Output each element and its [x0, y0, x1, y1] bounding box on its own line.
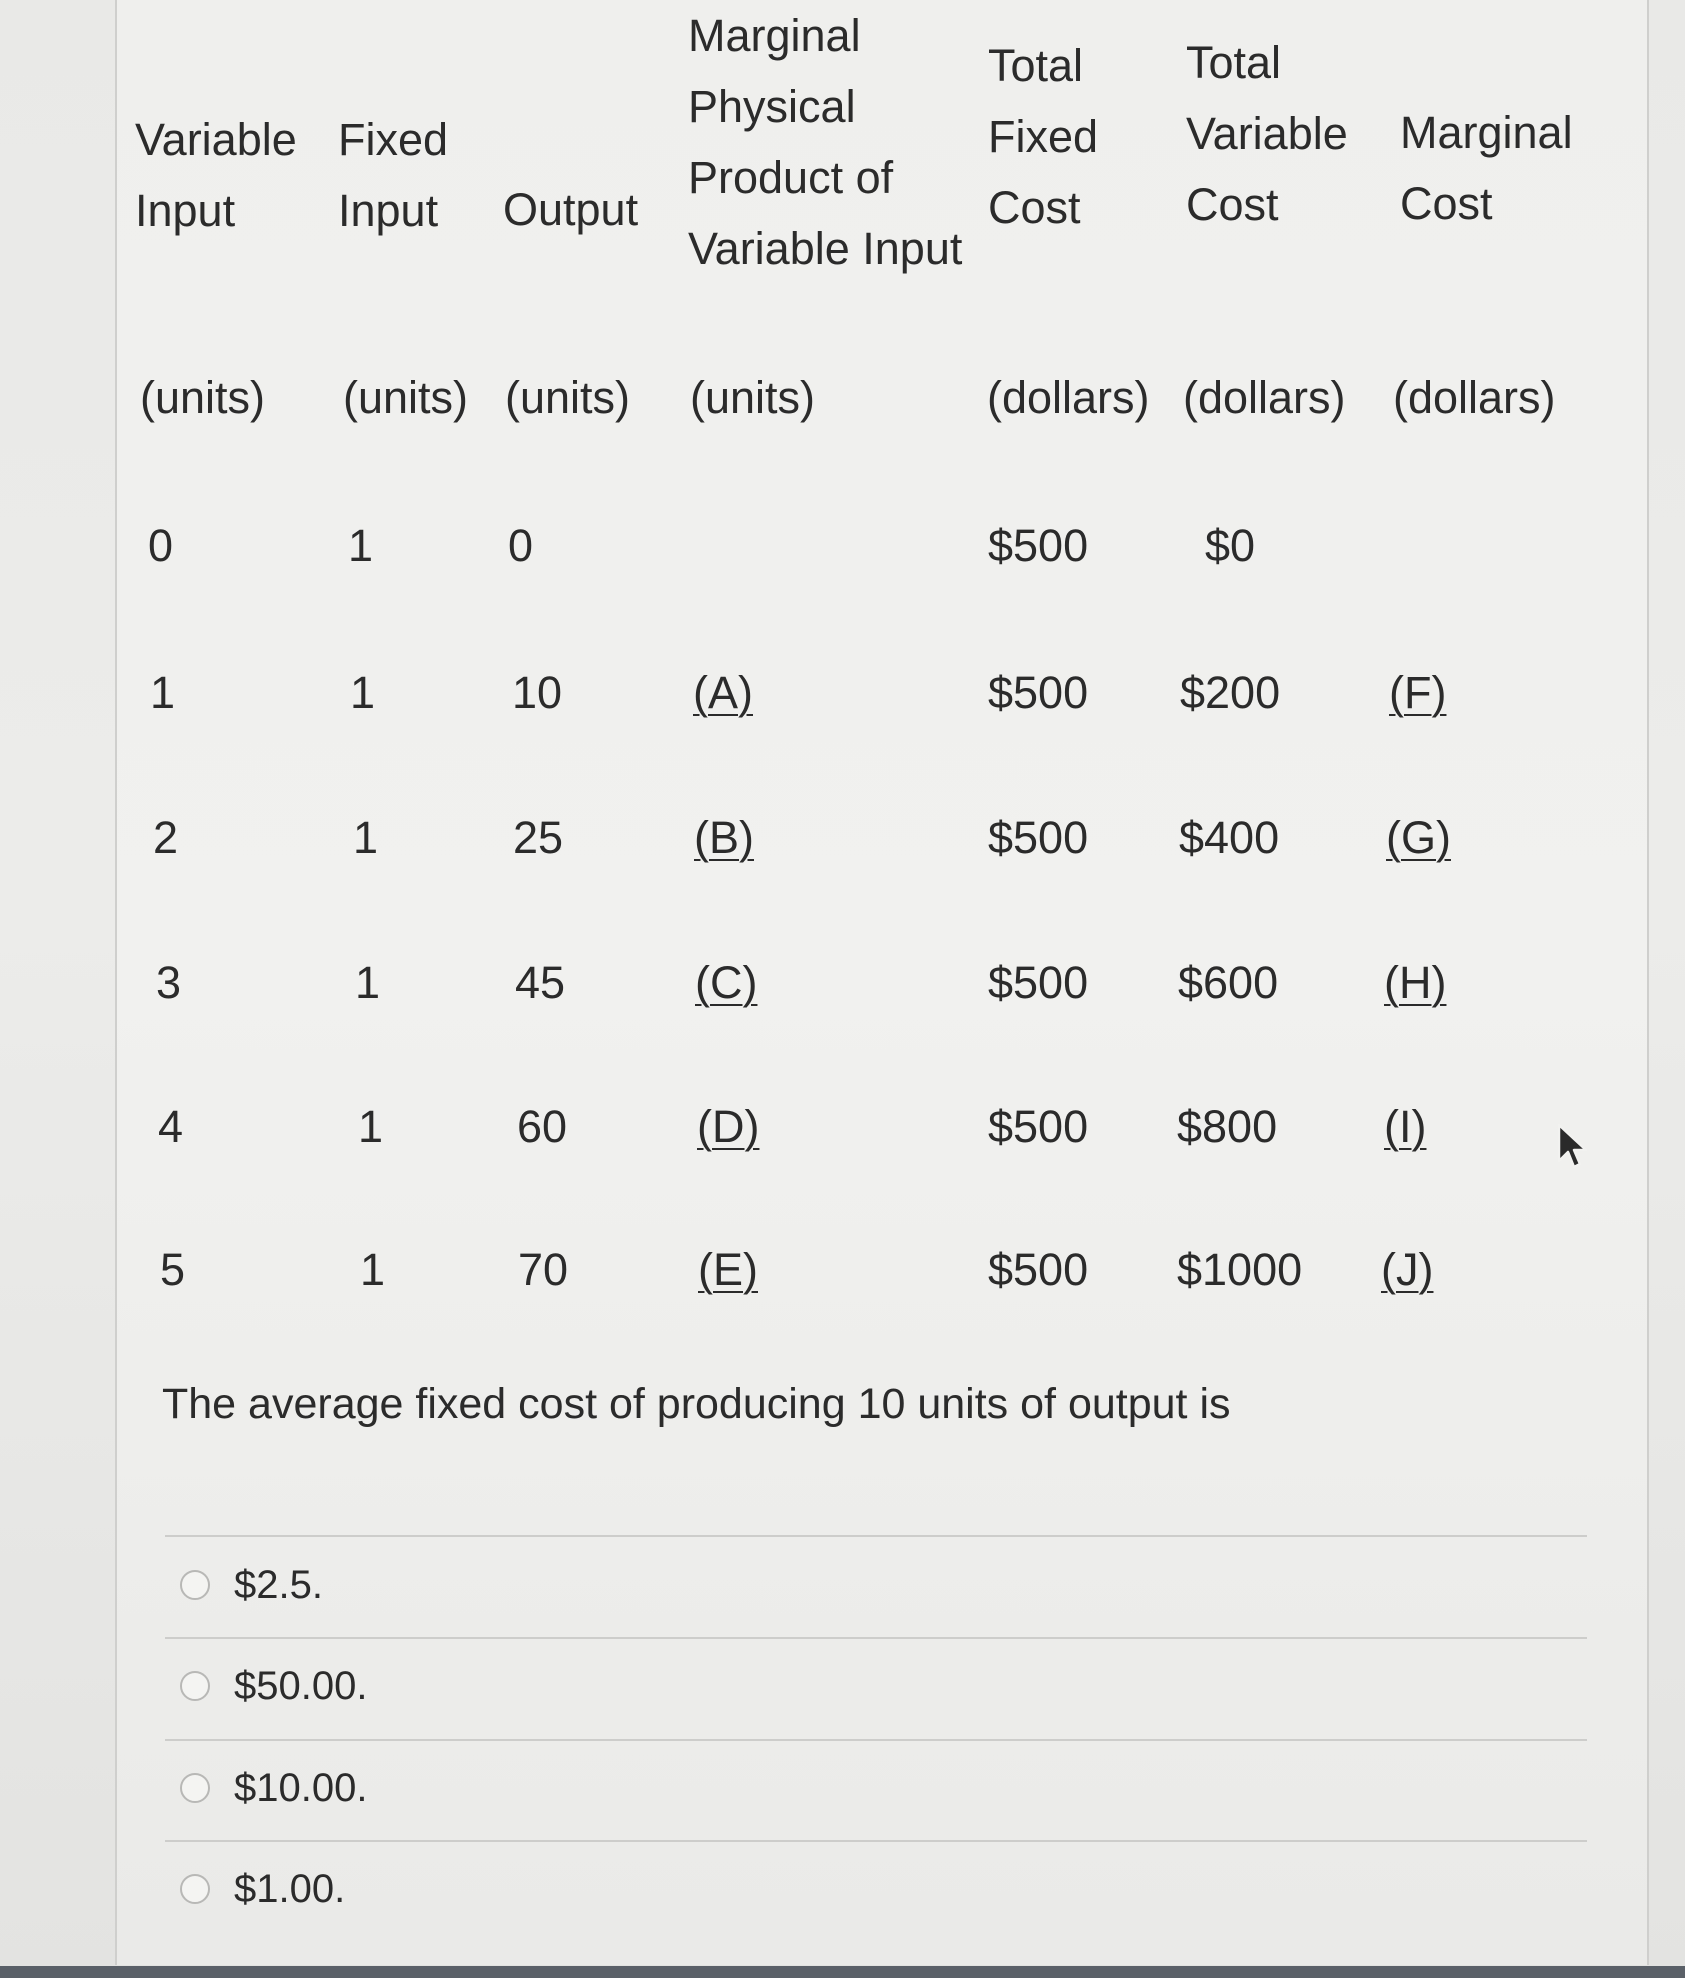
table-cell: 70 — [518, 1244, 569, 1295]
table-cell: 1 — [350, 667, 376, 718]
table-cell: $500 — [988, 520, 1089, 571]
option-divider — [165, 1739, 1587, 1741]
table-cell: 4 — [158, 1101, 184, 1152]
blank-link-i[interactable]: (I) — [1384, 1101, 1427, 1152]
table-cell: 45 — [515, 957, 566, 1008]
table-cell: $400 — [1179, 812, 1280, 863]
mouse-pointer-icon — [1556, 1123, 1590, 1169]
unit-marginal-physical-product: (units) — [690, 372, 816, 423]
table-cell: 3 — [156, 957, 182, 1008]
table-cell: $1000 — [1177, 1244, 1303, 1295]
question-text: The average fixed cost of producing 10 units of output is — [162, 1380, 1231, 1428]
unit-fixed-input: (units) — [343, 372, 469, 423]
answer-option[interactable] — [180, 1859, 345, 1919]
blank-link-g[interactable]: (G) — [1386, 812, 1451, 863]
table-cell: $500 — [988, 667, 1089, 718]
answer-option[interactable] — [180, 1656, 367, 1716]
table-cell: $600 — [1178, 957, 1279, 1008]
option-divider — [165, 1535, 1587, 1537]
bottom-edge-bar — [0, 1966, 1685, 1978]
option-divider — [165, 1840, 1587, 1842]
blank-link-c[interactable]: (C) — [695, 957, 758, 1008]
blank-link-f[interactable]: (F) — [1389, 667, 1447, 718]
table-cell: $500 — [988, 957, 1089, 1008]
blank-link-a[interactable]: (A) — [693, 667, 753, 718]
header-total-variable-cost: Total Variable Cost — [1186, 37, 1348, 230]
table-cell: $500 — [988, 1101, 1089, 1152]
table-cell: 1 — [358, 1101, 384, 1152]
answer-option-label: $2.5. — [234, 1562, 323, 1607]
unit-total-variable-cost: (dollars) — [1183, 372, 1346, 423]
header-variable-input: Variable Input — [135, 114, 297, 236]
answer-option-label: $1.00. — [234, 1866, 346, 1911]
table-cell: 1 — [348, 520, 374, 571]
table-cell: 25 — [513, 812, 564, 863]
answer-option-label: $50.00. — [234, 1663, 368, 1708]
blank-link-b[interactable]: (B) — [694, 812, 754, 863]
table-cell: $200 — [1180, 667, 1281, 718]
option-divider — [165, 1637, 1587, 1639]
header-marginal-cost: Marginal Cost — [1400, 107, 1573, 229]
header-total-fixed-cost: Total Fixed Cost — [988, 40, 1099, 233]
table-cell: 0 — [148, 520, 174, 571]
table-cell: $800 — [1177, 1101, 1278, 1152]
table-cell: $0 — [1205, 520, 1256, 571]
header-output: Output — [503, 184, 639, 235]
unit-variable-input: (units) — [140, 372, 266, 423]
blank-link-j[interactable]: (J) — [1381, 1244, 1434, 1295]
blank-link-d[interactable]: (D) — [697, 1101, 760, 1152]
answer-option-label: $10.00. — [234, 1765, 368, 1810]
table-cell: 2 — [153, 812, 179, 863]
table-cell: 0 — [508, 520, 534, 571]
unit-marginal-cost: (dollars) — [1393, 372, 1556, 423]
table-cell: 60 — [517, 1101, 568, 1152]
table-cell: $500 — [988, 812, 1089, 863]
header-fixed-input: Fixed Input — [338, 114, 449, 236]
unit-total-fixed-cost: (dollars) — [987, 372, 1150, 423]
blank-link-e[interactable]: (E) — [698, 1244, 758, 1295]
table-cell: 10 — [512, 667, 563, 718]
table-cell: 1 — [353, 812, 379, 863]
table-cell: $500 — [988, 1244, 1089, 1295]
radio-button-icon[interactable] — [180, 1773, 210, 1803]
answer-option[interactable] — [180, 1758, 367, 1818]
radio-button-icon[interactable] — [180, 1570, 210, 1600]
header-marginal-physical-product: Marginal Physical Product of Variable Input — [688, 10, 963, 274]
radio-button-icon[interactable] — [180, 1874, 210, 1904]
table-cell: 1 — [150, 667, 176, 718]
blank-link-h[interactable]: (H) — [1384, 957, 1447, 1008]
answer-option[interactable] — [180, 1555, 323, 1615]
table-cell: 5 — [160, 1244, 186, 1295]
radio-button-icon[interactable] — [180, 1671, 210, 1701]
table-cell: 1 — [360, 1244, 386, 1295]
unit-output: (units) — [505, 372, 631, 423]
table-cell: 1 — [355, 957, 381, 1008]
